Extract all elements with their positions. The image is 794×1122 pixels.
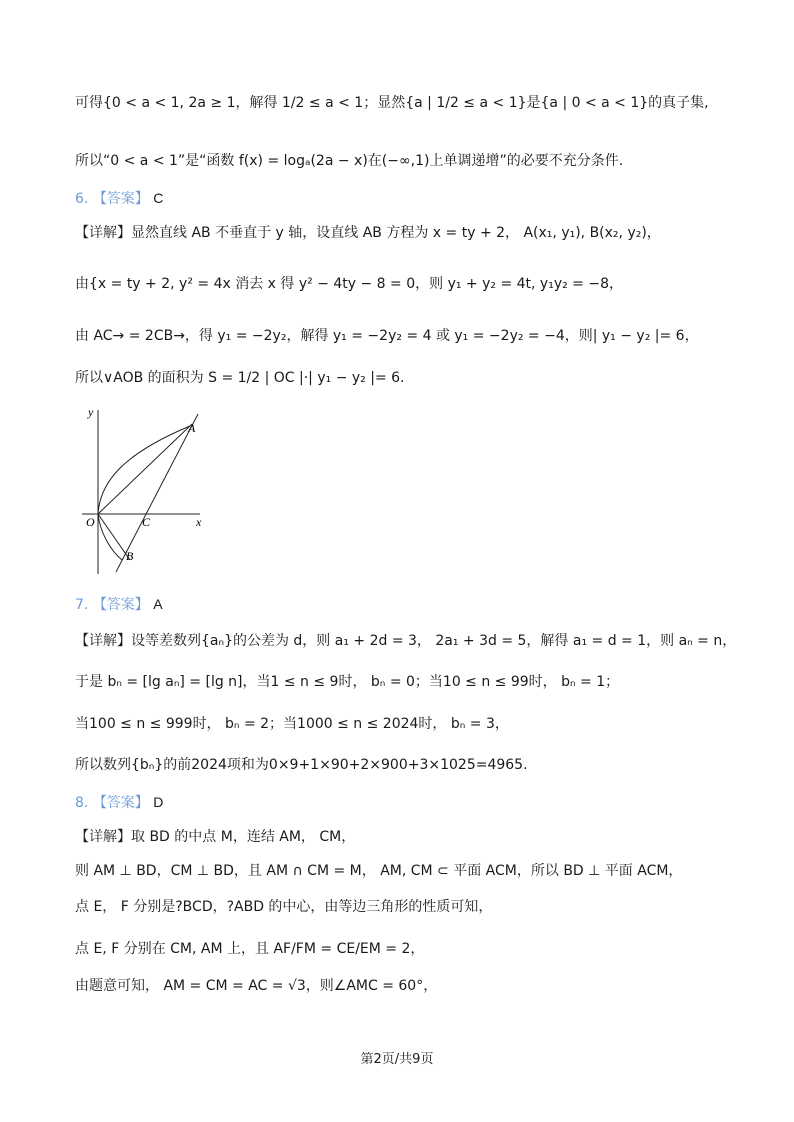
line-9: 当100 ≤ n ≤ 999时， bₙ = 2；当1000 ≤ n ≤ 2024时， bₙ = 3， bbox=[75, 716, 509, 732]
line-14: 点 E, F 分别在 CM, AM 上，且 AF/FM = CE/EM = 2， bbox=[75, 941, 425, 957]
line-10: 所以数列{bₙ}的前2024项和为0×9+1×90+2×900+3×1025=4965. bbox=[75, 757, 528, 773]
line-4: 由{x = ty + 2, y² = 4x 消去 x 得 y² − 4ty − 8 = 0，则 y₁ + y₂ = 4t, y₁y₂ = −8， bbox=[75, 276, 623, 292]
answer-tag: 【答案】 bbox=[92, 795, 149, 811]
question-number: 6. bbox=[75, 191, 89, 207]
line-7: 【详解】设等差数列{aₙ}的公差为 d，则 a₁ + 2d = 3， 2a₁ + 3d = 5，解得 a₁ = d = 1，则 aₙ = n， bbox=[75, 633, 737, 649]
parabola-figure bbox=[78, 402, 218, 580]
line-5: 由 AC→ = 2CB→，得 y₁ = −2y₂，解得 y₁ = −2y₂ = 4 或 y₁ = −2y₂ = −4，则| y₁ − y₂ |= 6， bbox=[75, 328, 699, 344]
line-2: 所以“0 < a < 1”是“函数 f(x) = logₐ(2a − x)在(−∞,1)上单调递增”的必要不充分条件. bbox=[75, 153, 624, 169]
point-a-label: A bbox=[188, 421, 196, 435]
answer-8 bbox=[75, 792, 163, 812]
line-15: 由题意可知， AM = CM = AC = √3，则∠AMC = 60°， bbox=[75, 978, 438, 994]
point-b-label: B bbox=[126, 549, 134, 563]
line-1: 可得{0 < a < 1, 2a ≥ 1，解得 1/2 ≤ a < 1；显然{a | 1/2 ≤ a < 1}是{a | 0 < a < 1}的真子集, bbox=[75, 95, 709, 111]
line-3: 【详解】显然直线 AB 不垂直于 y 轴，设直线 AB 方程为 x = ty + 2， A(x₁, y₁), B(x₂, y₂)， bbox=[75, 225, 661, 241]
line-13: 点 E， F 分别是?BCD，?ABD 的中心，由等边三角形的性质可知， bbox=[75, 899, 493, 915]
line-11: 【详解】取 BD 的中点 M，连结 AM， CM， bbox=[75, 829, 356, 845]
x-axis-label: x bbox=[196, 515, 202, 529]
point-c-label: C bbox=[142, 515, 151, 529]
page-footer: 第2页/共9页 bbox=[360, 1052, 434, 1067]
answer-letter: A bbox=[153, 596, 163, 612]
origin-label: O bbox=[86, 515, 95, 529]
line-12: 则 AM ⊥ BD，CM ⊥ BD，且 AM ∩ CM = M， AM, CM ⊂ 平面 ACM，所以 BD ⊥ 平面 ACM， bbox=[75, 863, 683, 879]
answer-letter: D bbox=[153, 794, 164, 810]
y-axis-label: y bbox=[88, 405, 94, 419]
question-number: 7. bbox=[75, 597, 89, 613]
answer-7 bbox=[75, 594, 163, 614]
answer-6 bbox=[75, 188, 163, 208]
question-number: 8. bbox=[75, 795, 89, 811]
line-8: 于是 bₙ = [lg aₙ] = [lg n]，当1 ≤ n ≤ 9时， bₙ = 0；当10 ≤ n ≤ 99时， bₙ = 1； bbox=[75, 674, 620, 690]
line-6: 所以∨AOB 的面积为 S = 1/2 | OC |·| y₁ − y₂ |= 6. bbox=[75, 370, 405, 386]
answer-letter: C bbox=[153, 190, 164, 206]
answer-tag: 【答案】 bbox=[92, 191, 149, 207]
answer-tag: 【答案】 bbox=[92, 597, 149, 613]
